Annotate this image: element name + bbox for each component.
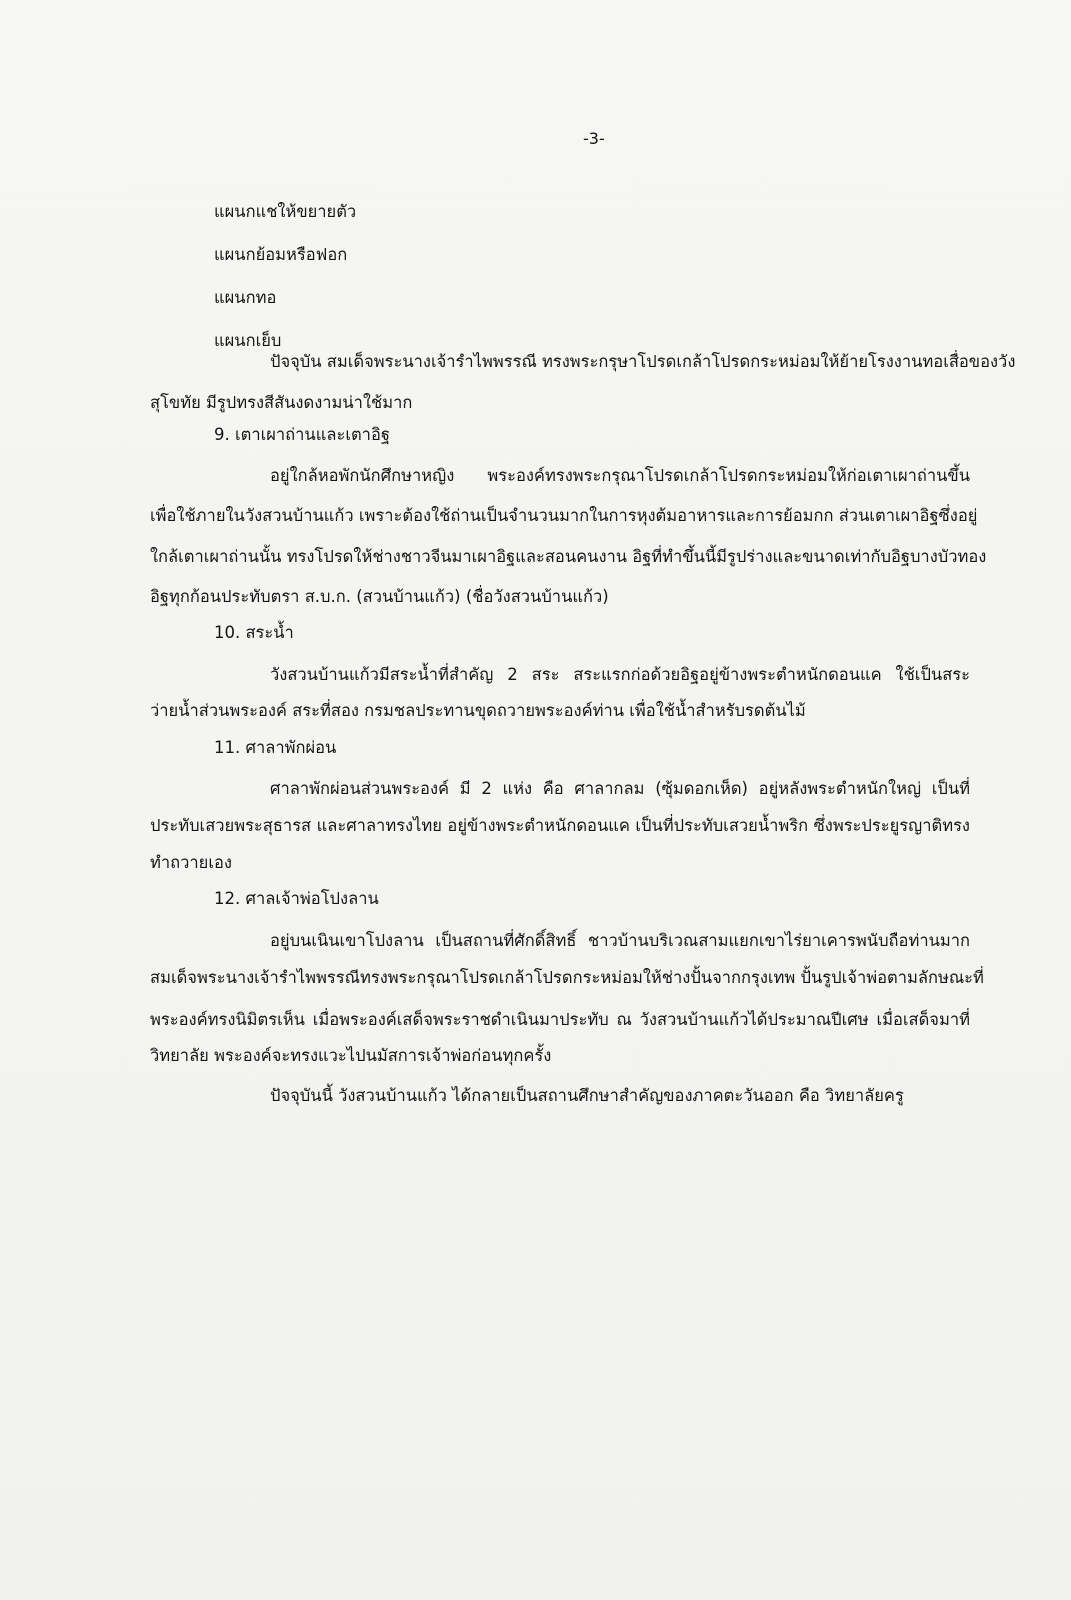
section-heading: 9. เตาเผาถ่านและเตาอิฐ: [214, 425, 390, 444]
section-heading: 12. ศาลเจ้าพ่อโปงลาน: [214, 889, 379, 908]
paragraph-line: อยู่ใกล้หอพักนักศึกษาหญิง พระองค์ทรงพระกรุณาโปรดเกล้าโปรดกระหม่อมให้ก่อเตาเผาถ่านขึ้น: [270, 466, 970, 485]
page-number: -3-: [583, 129, 605, 148]
list-item: แผนกทอ: [214, 288, 277, 307]
paragraph-line: อยู่บนเนินเขาโปงลาน เป็นสถานที่ศักดิ์สิทธิ์ ชาวบ้านบริเวณสามแยกเขาไร่ยาเคารพนับถือท่านมาก: [270, 931, 970, 950]
paragraph-line: อิฐทุกก้อนประทับตรา ส.บ.ก. (สวนบ้านแก้ว) (ชื่อวังสวนบ้านแก้ว): [150, 587, 609, 606]
paragraph-line: สุโขทัย มีรูปทรงสีสันงดงามน่าใช้มาก: [150, 393, 413, 412]
list-item: แผนกย้อมหรือฟอก: [214, 245, 348, 264]
list-item: แผนกเย็บ: [214, 331, 282, 350]
paragraph-line: ใกล้เตาเผาถ่านนั้น ทรงโปรดให้ช่างชาวจีนมาเผาอิฐและสอนคนงาน อิฐที่ทำขึ้นนี้มีรูปร่างและขนาดเท่ากับอิฐบางบัวทอง: [150, 547, 987, 566]
paragraph-line: ศาลาพักผ่อนส่วนพระองค์ มี 2 แห่ง คือ ศาลากลม (ซุ้มดอกเห็ด) อยู่หลังพระตำหนักใหญ่ เป็นที่: [270, 779, 970, 798]
paragraph-line: วิทยาลัย พระองค์จะทรงแวะไปนมัสการเจ้าพ่อก่อนทุกครั้ง: [150, 1046, 552, 1065]
paragraph-line: ปัจจุบัน สมเด็จพระนางเจ้ารำไพพรรณี ทรงพระกรุษาโปรดเกล้าโปรดกระหม่อมให้ย้ายโรงงานทอเสื่อของวัง: [270, 352, 1016, 371]
paragraph-line: วังสวนบ้านแก้วมีสระน้ำที่สำคัญ 2 สระ สระแรกก่อด้วยอิฐอยู่ข้างพระตำหนักดอนแค ใช้เป็นสระ: [270, 665, 970, 684]
paragraph-line: ว่ายน้ำส่วนพระองค์ สระที่สอง กรมชลประทานขุดถวายพระองค์ท่าน เพื่อใช้น้ำสำหรับรดต้นไม้: [150, 701, 806, 720]
paragraph-line: ประทับเสวยพระสุธารส และศาลาทรงไทย อยู่ข้างพระตำหนักดอนแค เป็นที่ประทับเสวยน้ำพริก ซึ่งพระประยูรญาติทรง: [150, 816, 970, 835]
list-item: แผนกแชให้ขยายตัว: [214, 202, 357, 221]
section-heading: 11. ศาลาพักผ่อน: [214, 738, 337, 757]
section-heading: 10. สระน้ำ: [214, 623, 294, 642]
paragraph-line: ปัจจุบันนี้ วังสวนบ้านแก้ว ได้กลายเป็นสถานศึกษาสำคัญของภาคตะวันออก คือ วิทยาลัยครู: [270, 1086, 904, 1105]
paragraph-line: ทำถวายเอง: [150, 853, 232, 872]
paragraph-line: สมเด็จพระนางเจ้ารำไพพรรณีทรงพระกรุณาโปรดเกล้าโปรดกระหม่อมให้ช่างปั้นจากกรุงเทพ ปั้นรูปเจ้าพ่อตามลักษณะที่: [150, 968, 984, 987]
paragraph-line: เพื่อใช้ภายในวังสวนบ้านแก้ว เพราะต้องใช้ถ่านเป็นจำนวนมากในการหุงต้มอาหารและการย้อมกก ส่วนเตาเผาอิฐซึ่งอยู่: [150, 506, 978, 525]
paragraph-line: พระองค์ทรงนิมิตรเห็น เมื่อพระองค์เสด็จพระราชดำเนินมาประทับ ณ วังสวนบ้านแก้วได้ประมาณปีเศษ เมื่อเสด็จมาที่: [150, 1010, 970, 1029]
